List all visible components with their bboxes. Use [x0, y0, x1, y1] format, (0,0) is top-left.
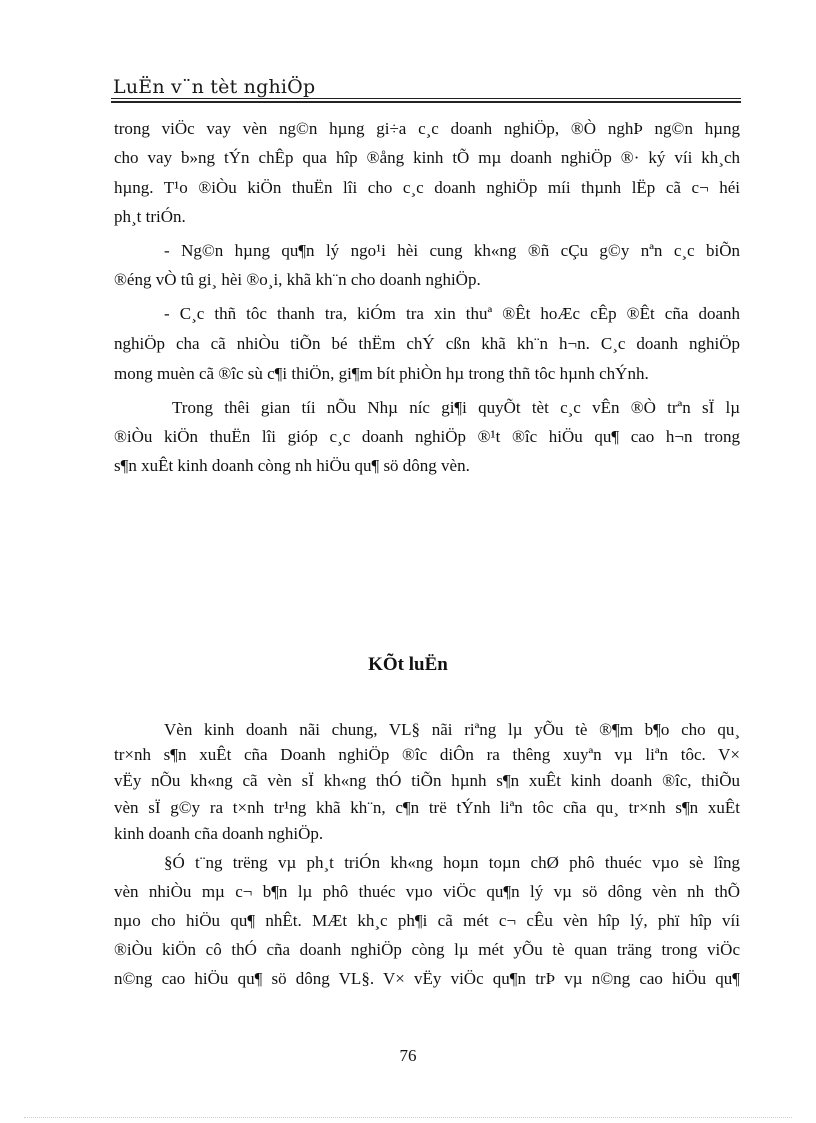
header-rule-thick	[111, 101, 741, 103]
body-line: nµo cho hiÖu qu¶ nhÊt. MÆt kh¸c ph¶i cã mét c¬ cÊu vèn hîp lý, phï hîp víi	[114, 911, 740, 930]
body-line: ®iÒu kiÖn cô thÓ cña doanh nghiÖp còng lµ mét yÕu tè quan träng trong viÖc	[114, 940, 740, 959]
body-line: tr×nh s¶n xuÊt cña Doanh nghiÖp ®îc diÔn ra thêng xuyªn vµ liªn tôc. V×	[114, 745, 740, 764]
body-line: trong viÖc vay vèn ng©n hµng gi÷a c¸c doanh nghiÖp, ®Ò nghÞ ng©n hµng	[114, 119, 740, 138]
body-line: vèn sÏ g©y ra t×nh tr¹ng khã kh¨n, c¶n trë tÝnh liªn tôc cña qu¸ tr×nh s¶n xuÊt	[114, 798, 740, 817]
body-line: cho vay b»ng tÝn chÊp qua hîp ®ång kinh tÕ mµ doanh nghiÖp ®· ký víi kh¸ch	[114, 148, 740, 167]
body-line: - C¸c thñ tôc thanh tra, kiÓm tra xin thuª ®Êt hoÆc cÊp ®Êt cña doanh	[164, 304, 740, 323]
body-line: vèn nhiÒu mµ c¬ b¶n lµ phô thuéc vµo viÖc qu¶n lý vµ sö dông vèn nh thÕ	[114, 882, 740, 901]
body-line: ph¸t triÓn.	[114, 207, 186, 226]
page-number: 76	[399, 1046, 417, 1065]
body-line: hµng. T¹o ®iÒu kiÖn thuËn lîi cho c¸c doanh nghiÖp míi thµnh lËp cã c¬ héi	[114, 178, 740, 197]
body-line: nghiÖp cha cã nhiÒu tiÕn bé thËm chÝ cßn khã kh¨n h¬n. C¸c doanh nghiÖp	[114, 334, 740, 353]
body-line: ®éng vÒ tû gi¸ hèi ®o¸i, khã kh¨n cho doanh nghiÖp.	[114, 270, 481, 289]
body-line: s¶n xuÊt kinh doanh còng nh hiÖu qu¶ sö dông vèn.	[114, 456, 470, 475]
bottom-dotted-border	[24, 1117, 792, 1118]
body-line: §Ó t¨ng trëng vµ ph¸t triÓn kh«ng hoµn toµn chØ phô thuéc vµo sè lîng	[164, 853, 740, 872]
body-line: Vèn kinh doanh nãi chung, VL§ nãi riªng lµ yÕu tè ®¶m b¶o cho qu¸	[164, 720, 740, 739]
header-rule-thin	[111, 98, 741, 99]
conclusion-heading: KÕt luËn	[368, 654, 448, 675]
body-line: n©ng cao hiÖu qu¶ sö dông VL§. V× vËy viÖc qu¶n trÞ vµ n©ng cao hiÖu qu¶	[114, 969, 740, 988]
body-line: - Ng©n hµng qu¶n lý ngo¹i hèi cung kh«ng ®ñ cÇu g©y nªn c¸c biÕn	[164, 241, 740, 260]
running-header-title: LuËn v¨n tèt nghiÖp	[113, 76, 316, 98]
body-line: vËy nÕu kh«ng cã vèn sÏ kh«ng thÓ tiÕn hµnh s¶n xuÊt kinh doanh ®îc, thiÕu	[114, 771, 740, 790]
body-line: mong muèn cã ®îc sù c¶i thiÖn, gi¶m bít phiÒn hµ trong thñ tôc hµnh chÝnh.	[114, 364, 649, 383]
body-line: ®iÒu kiÖn thuËn lîi gióp c¸c doanh nghiÖp ®¹t ®îc hiÖu qu¶ cao h¬n trong	[114, 427, 740, 446]
body-line: Trong thêi gian tíi nÕu Nhµ níc gi¶i quyÕt tèt c¸c vÊn ®Ò trªn sÏ lµ	[172, 398, 740, 417]
body-line: kinh doanh cña doanh nghiÖp.	[114, 824, 324, 843]
